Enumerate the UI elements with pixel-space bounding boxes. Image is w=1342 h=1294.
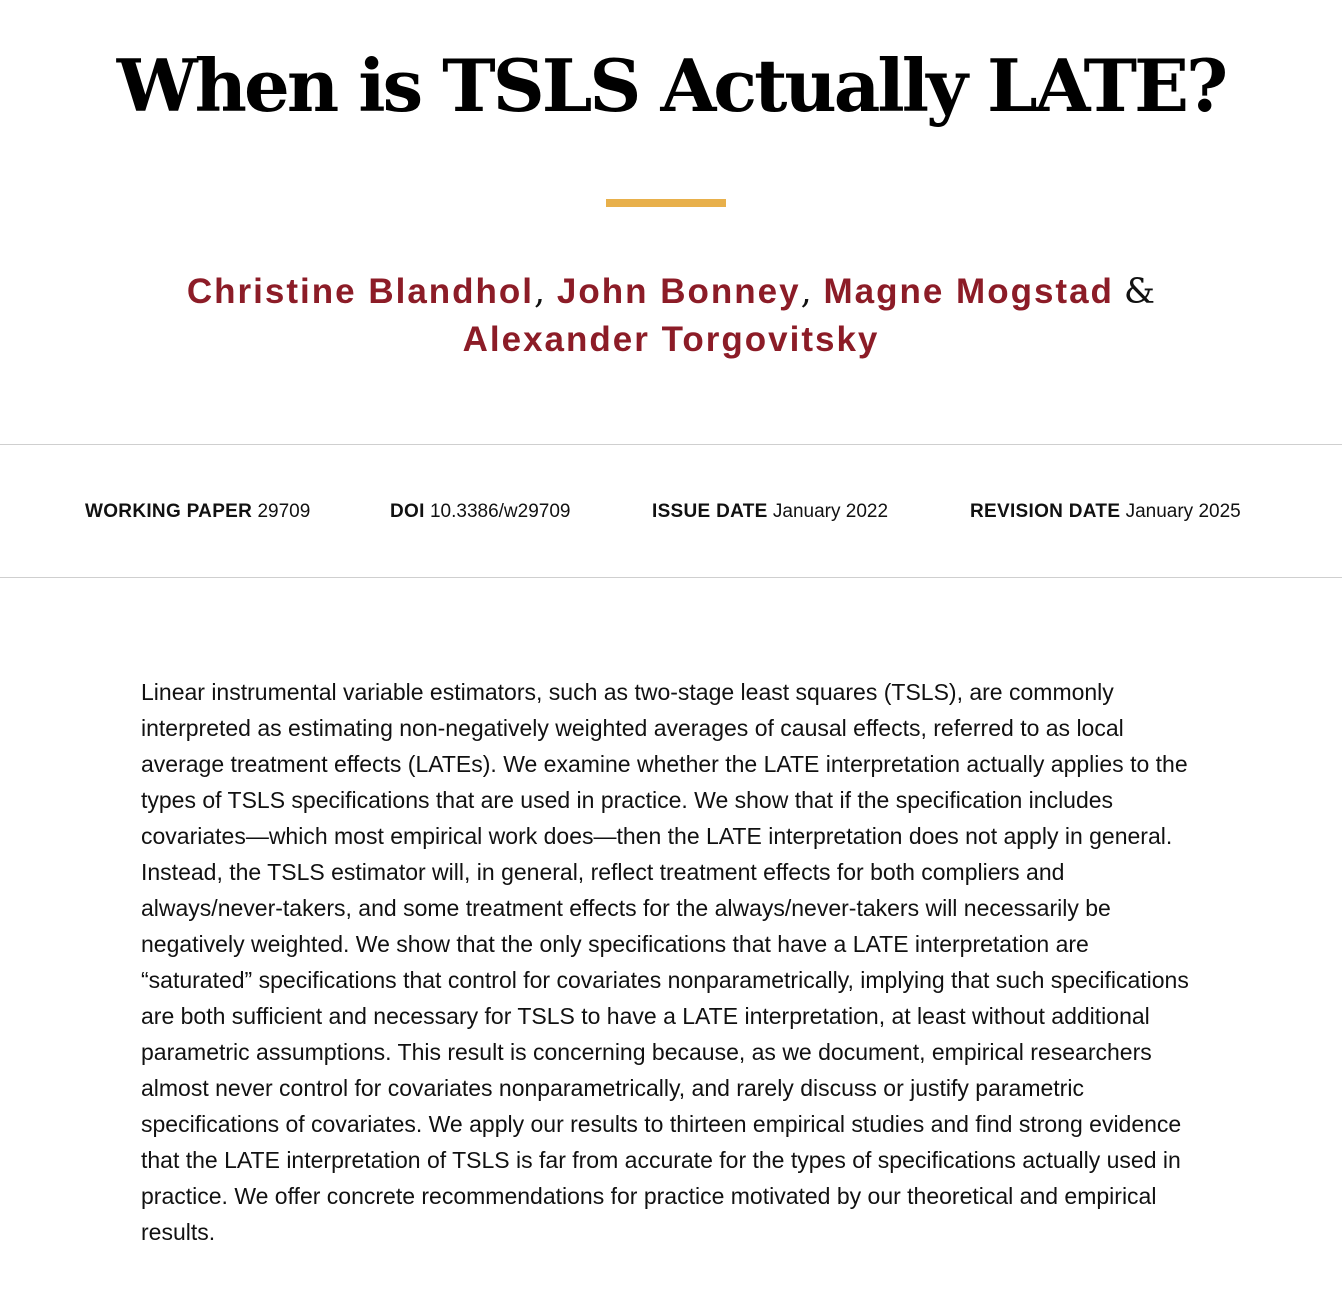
page-title: When is TSLS Actually LATE? [116,43,1226,128]
author-conjunction: & [1123,272,1156,312]
issue-date-meta [652,500,888,524]
issue-date-value: January 2022 [772,501,889,522]
working-paper-number: 29709 [257,501,311,522]
author-separator: , [534,272,546,312]
author-line-2 [0,316,1342,363]
revision-date-meta [970,500,1241,524]
working-paper-label: WORKING PAPER [85,501,253,522]
author-link-magne-mogstad[interactable]: Magne Mogstad [823,272,1114,311]
doi-meta [390,500,570,524]
doi-label: DOI [390,501,425,522]
author-link-john-bonney[interactable]: John Bonney [556,272,801,311]
author-separator: , [800,272,812,312]
author-list [0,268,1342,363]
doi-value: 10.3386/w29709 [429,501,571,522]
author-link-alexander-torgovitsky[interactable]: Alexander Torgovitsky [462,320,880,359]
paper-metadata-bar [0,444,1342,578]
revision-date-value: January 2025 [1125,501,1241,522]
revision-date-label: REVISION DATE [970,501,1121,522]
abstract-text: Linear instrumental variable estimators, such as two-stage least squares (TSLS), are commonly interpreted as estimating non-negatively weighted averages of causal effects, referred to as local average treatment effects (LATEs). We examine whether the LATE interpretation actually applies to the types of TSLS specifications that are used in practice. We show that if the specification includes covariates—which most empirical work does—then the LATE interpretation does not apply in general. Instead, the TSLS estimator will, in general, reflect treatment effects for both compliers and always/never-takers, and some treatment effects for the always/never-takers will necessarily be negatively weighted. We show that the only specifications that have a LATE interpretation are “saturated” specifications that control for covariates nonparametrically, implying that such specifications are both sufficient and necessary for TSLS to have a LATE interpretation, at least without additional parametric assumptions. This result is concerning because, as we document, empirical researchers almost never control for covariates nonparametrically, and rarely discuss or justify parametric specifications of covariates. We apply our results to thirteen empirical studies and find strong evidence that the LATE interpretation of TSLS is far from accurate for the types of specifications actually used in practice. We offer concrete recommendations for practice motivated by our theoretical and empirical results. [141,679,1189,1245]
accent-divider [606,199,726,207]
issue-date-label: ISSUE DATE [652,501,768,522]
author-link-christine-blandhol[interactable]: Christine Blandhol [186,272,535,311]
author-line-1 [0,268,1342,316]
working-paper-meta [85,500,310,524]
